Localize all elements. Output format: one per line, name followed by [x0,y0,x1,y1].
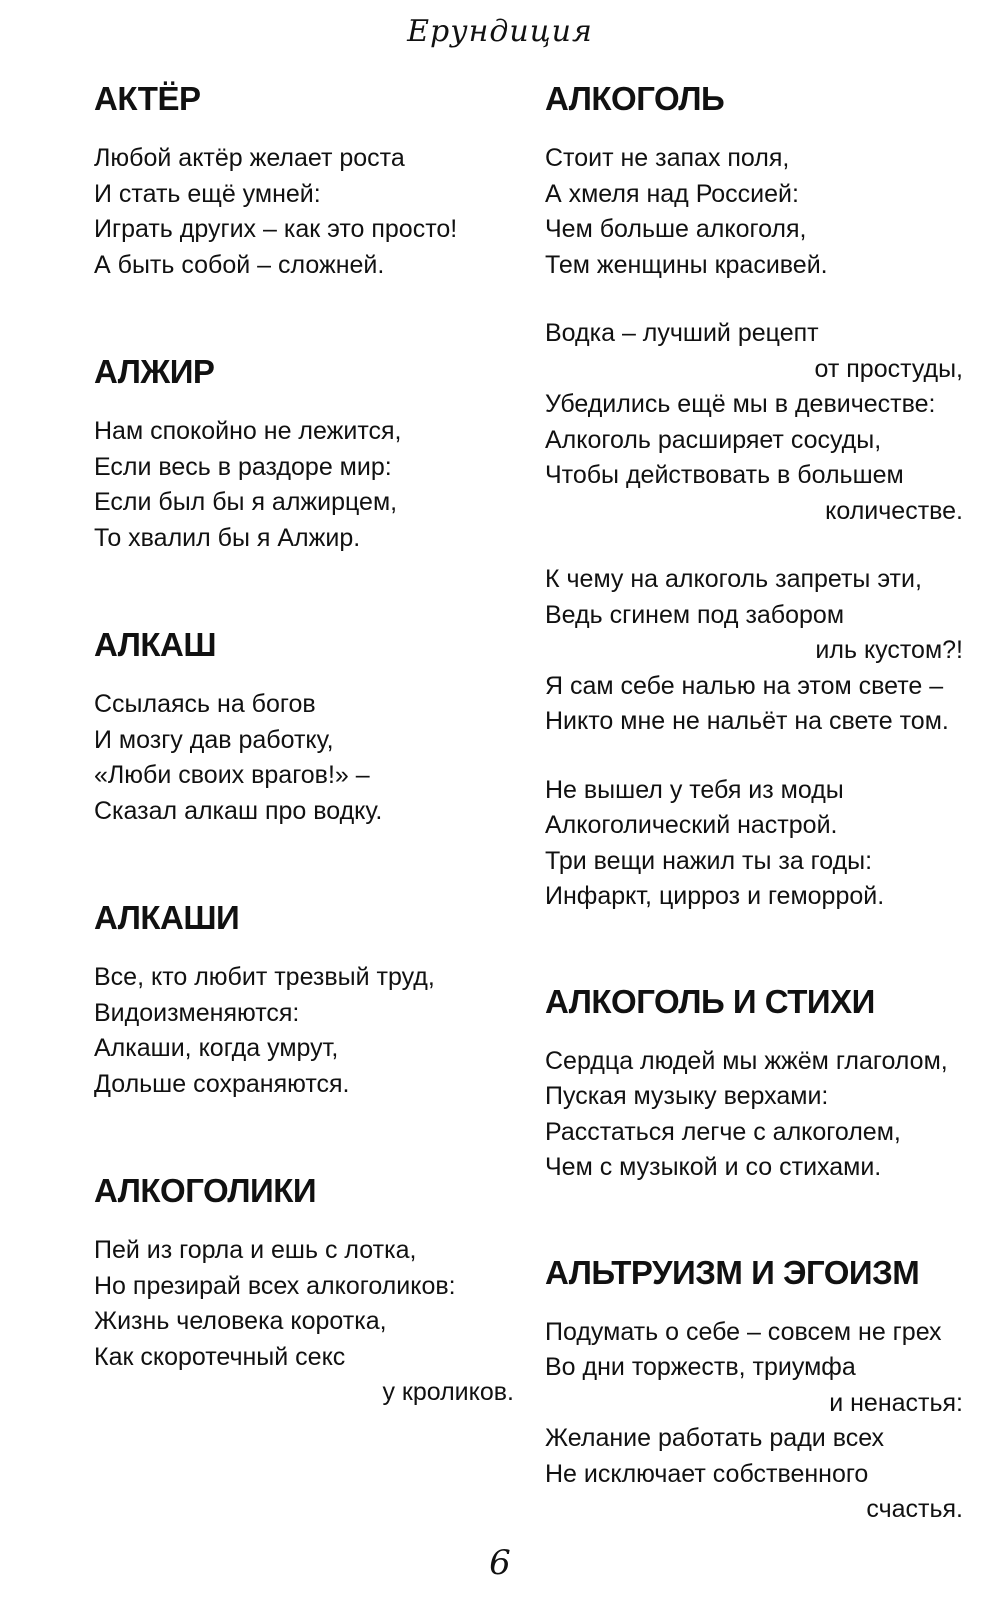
poem [94,1172,514,1411]
poem-line: «Люби своих врагов!» – [94,761,370,789]
poem-title: АЛЖИР [94,353,215,390]
poem-line: Стоит не запах поля, [545,144,790,172]
poem-line: Как скоротечный секс [94,1342,346,1371]
poem-line: Во дни торжеств, триумфа [545,1353,856,1381]
poem-line: Инфаркт, цирроз и геморрой. [545,882,885,910]
poem-line: К чему на алкоголь запреты эти, [545,565,922,593]
poem-line: Если весь в раздоре мир: [94,452,392,481]
poem [545,1254,963,1528]
poem-line: Чем с музыкой и со стихами. [545,1153,882,1181]
stanza [545,1315,963,1528]
poem-line: И стать ещё умней: [94,179,321,208]
poem-line: и ненастья: [829,1388,963,1417]
poem-line: счастья. [866,1495,963,1523]
poem-line: Видоизменяются: [94,998,300,1027]
poem-line: Сказал алкаш про водку. [94,796,383,825]
poem-line: Желание работать ради всех [545,1424,885,1452]
poem [94,80,514,283]
poem-line: Любой актёр желает роста [94,144,405,172]
poem-title: АЛЬТРУИЗМ И ЭГОИЗМ [545,1253,920,1291]
poem-line: Все, кто любит трезвый труд, [94,963,435,991]
poem-line: Никто мне не нальёт на свете том. [545,707,949,735]
poem-line: Ссылаясь на богов [94,690,316,718]
poem [545,80,963,915]
poem-line: Не вышел у тебя из моды [545,775,844,804]
poem-title: АЛКАШ [94,626,217,663]
poem-title: АЛКОГОЛИКИ [94,1172,317,1209]
right-column [545,80,963,1528]
poem-line: Убедились ещё мы в девичестве: [545,390,936,418]
poem-line: Ведь сгинем под забором [545,600,845,629]
poem [545,983,963,1186]
poem [94,626,514,829]
stanza [545,1044,963,1186]
left-column [94,80,514,1411]
stanza [545,562,963,740]
stanza [545,141,963,283]
poem-line: Чем больше алкоголя, [545,215,807,243]
poem-line: Если был бы я алжирцем, [94,488,398,516]
stanza [545,773,963,915]
running-header: Ерундиция [407,14,593,49]
poem [94,899,514,1102]
poem-line: у кроликов. [382,1378,514,1406]
poem-line: количестве. [825,496,963,525]
poem-line: иль кустом?! [815,636,963,664]
poem-line: Тем женщины красивей. [545,250,828,279]
poem-line: Дольше сохраняются. [94,1069,350,1098]
poem-line: Водка – лучший рецепт [545,319,819,347]
stanza [545,316,963,529]
poem-line: Три вещи нажил ты за годы: [545,846,873,875]
poem-line: Расстаться легче с алкоголем, [545,1117,901,1146]
poem-line: от простуды, [814,354,963,383]
poem [94,353,514,556]
poem-line: Алкоголический настрой. [545,811,838,839]
poem-line: То хвалил бы я Алжир. [94,523,361,552]
poem-line: Алкоголь расширяет сосуды, [545,425,882,454]
poem-title: АКТЁР [94,80,201,117]
poem-line: Чтобы действовать в большем [545,461,904,489]
poem-line: Алкаши, когда умрут, [94,1034,339,1062]
poem-title: АЛКОГОЛЬ И СТИХИ [545,982,875,1020]
page-number: 6 [489,1543,511,1583]
poem-line: Сердца людей мы жжём глаголом, [545,1046,948,1075]
poem-line: Я сам себе налью на этом свете – [545,671,944,700]
poem-line: А хмеля над Россией: [545,179,799,208]
poem-line: Пей из горла и ешь с лотка, [94,1236,417,1264]
poem-line: Пуская музыку верхами: [545,1082,829,1110]
poem-line: Но презирай всех алкоголиков: [94,1271,456,1300]
poem-line: Подумать о себе – совсем не грех [545,1317,942,1346]
poem-line: Не исключает собственного [545,1459,869,1488]
poem-line: Играть других – как это просто! [94,215,458,243]
poem-line: Жизнь человека коротка, [94,1307,387,1335]
poem-title: АЛКАШИ [94,899,240,936]
poem-line: А быть собой – сложней. [94,250,385,279]
poem-line: И мозгу дав работку, [94,725,334,754]
poem-line: Нам спокойно не лежится, [94,417,402,445]
poem-title: АЛКОГОЛЬ [545,80,725,117]
